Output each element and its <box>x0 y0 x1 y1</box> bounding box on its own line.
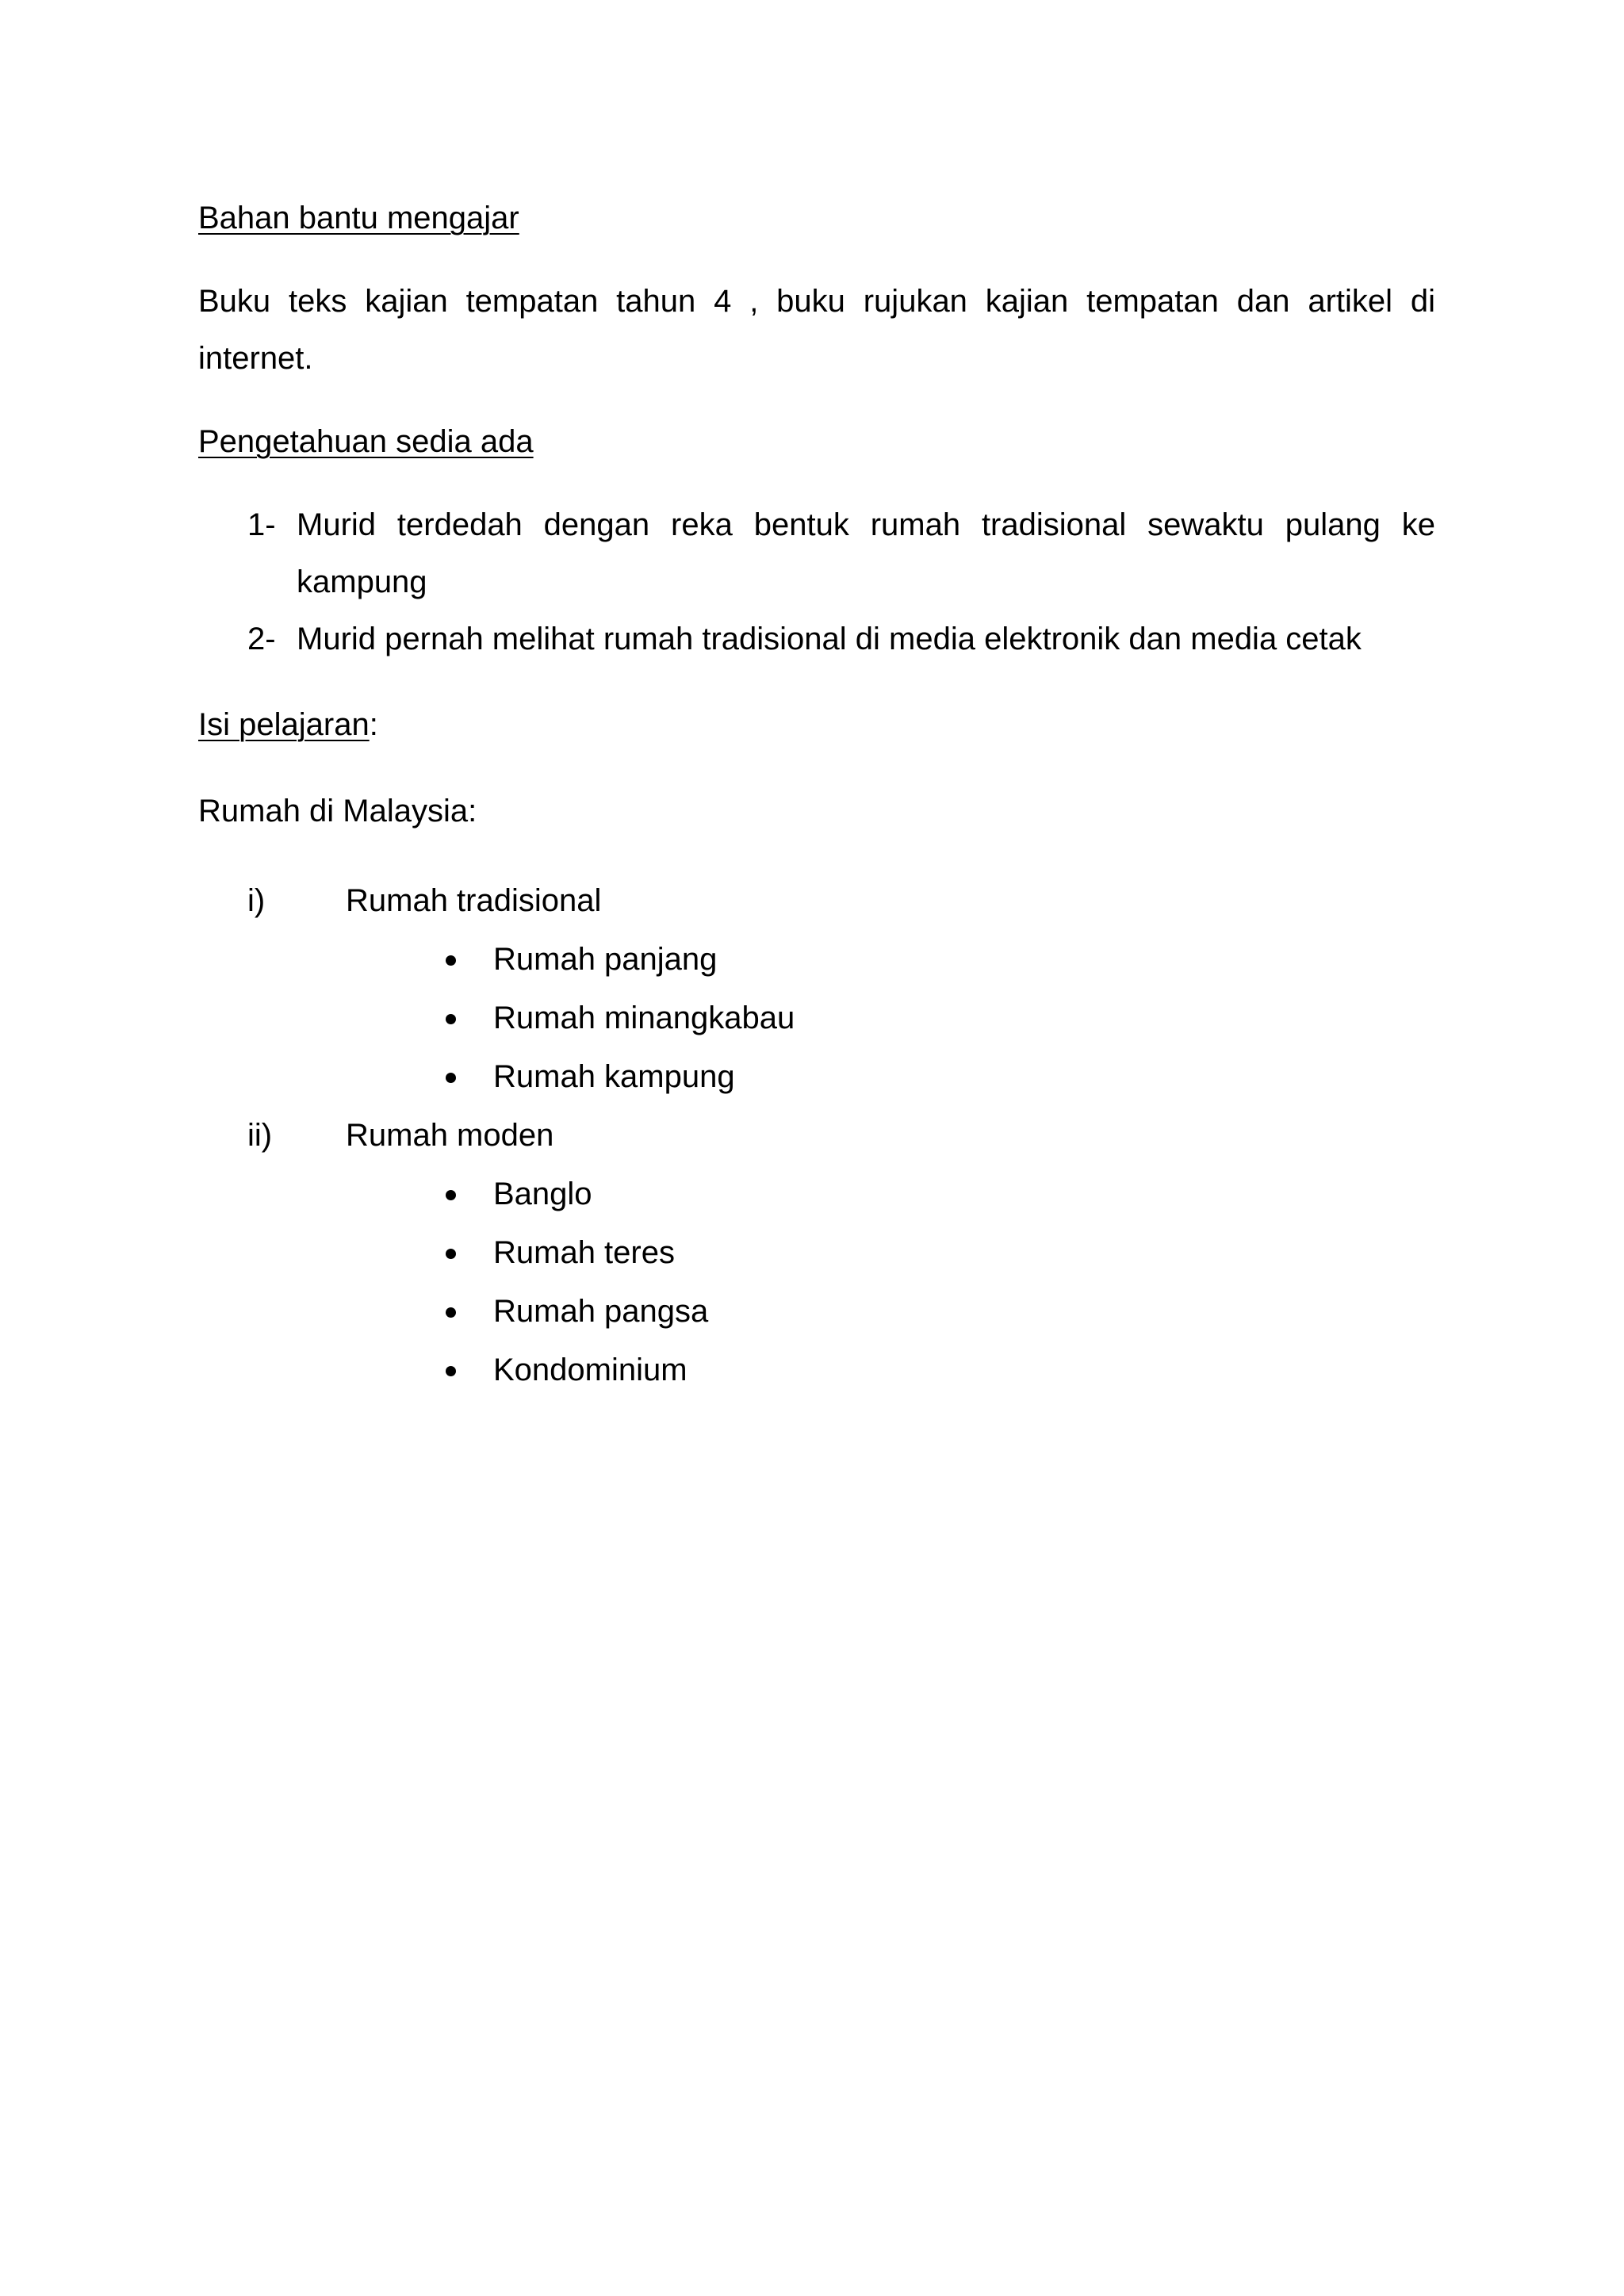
bullet-item <box>247 1283 1358 1341</box>
bullet-item <box>247 1224 1358 1283</box>
roman-item <box>247 872 1358 931</box>
roman-label: Rumah moden <box>346 1118 554 1153</box>
heading-pengetahuan-sedia-ada: Pengetahuan sedia ada <box>198 424 534 459</box>
heading-isi-pelajaran-row <box>198 696 378 753</box>
bullet-item <box>247 989 1358 1048</box>
numbered-list <box>247 496 1435 668</box>
list-item <box>247 610 1435 668</box>
heading-isi-suffix: : <box>369 707 378 742</box>
roman-label: Rumah tradisional <box>346 883 602 918</box>
bullet-text: Rumah kampung <box>493 1059 735 1094</box>
bullet-item <box>247 1048 1358 1107</box>
list-item-number: 2- <box>247 622 276 656</box>
heading-bahan-bantu-mengajar: Bahan bantu mengajar <box>198 201 519 235</box>
paragraph-bahan-text: Buku teks kajian tempatan tahun 4 , buku rujukan kajian tempatan dan artikel di internet. <box>198 284 1435 376</box>
bullet-text: Rumah pangsa <box>493 1294 709 1329</box>
roman-number: ii) <box>247 1118 273 1153</box>
bullet-text: Rumah minangkabau <box>493 1001 795 1035</box>
bullet-item <box>247 1165 1358 1224</box>
list-item-number: 1- <box>247 507 276 542</box>
document-page <box>198 0 1435 2296</box>
list-item-text: Murid pernah melihat rumah tradisional di media elektronik dan media cetak <box>297 622 1362 656</box>
roman-number: i) <box>247 883 266 918</box>
list-item <box>247 496 1435 610</box>
bullet-item <box>247 1341 1358 1400</box>
bullet-text: Rumah teres <box>493 1235 675 1270</box>
bullet-text: Banglo <box>493 1177 592 1211</box>
list-item-text: Murid terdedah dengan reka bentuk rumah tradisional sewaktu pulang ke kampung <box>297 507 1435 599</box>
intro-rumah-di-malaysia: Rumah di Malaysia: <box>198 794 477 828</box>
bullet-text: Rumah panjang <box>493 942 718 977</box>
bullet-item <box>247 931 1358 989</box>
roman-item <box>247 1107 1358 1165</box>
bullet-text: Kondominium <box>493 1353 688 1387</box>
heading-isi-pelajaran: Isi pelajaran <box>198 707 370 742</box>
roman-list <box>247 872 1358 1400</box>
